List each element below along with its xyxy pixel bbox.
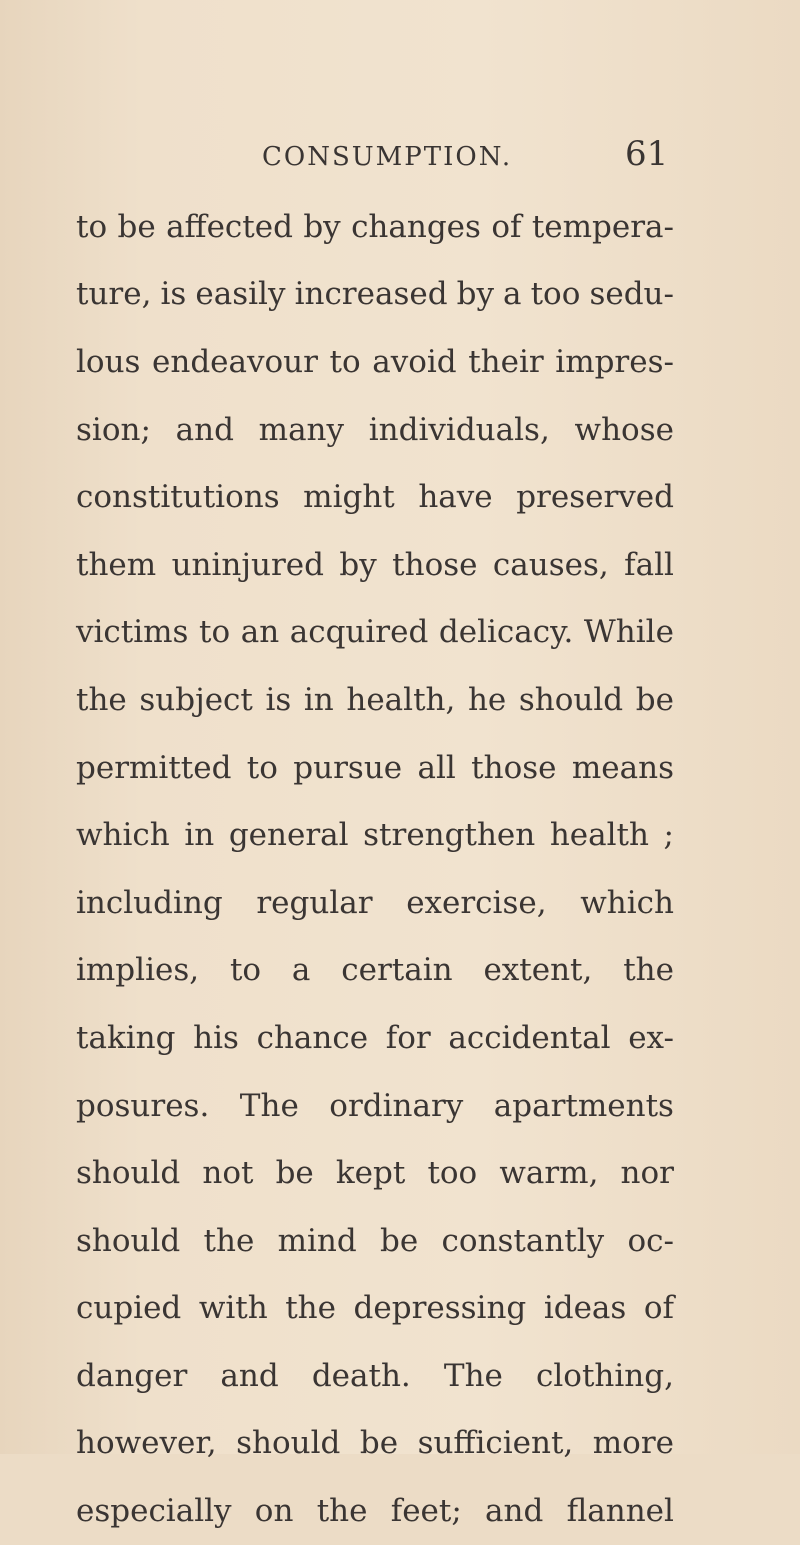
text-line: the subject is in health, he should be: [76, 681, 674, 718]
text-line: which in general strengthen health ;: [76, 817, 674, 854]
running-head: [0, 136, 800, 180]
text-line: posures. The ordinary apartments: [76, 1087, 674, 1124]
text-line: cupied with the depressing ideas of: [76, 1290, 674, 1327]
text-line: taking his chance for accidental ex-: [76, 1019, 674, 1056]
text-line: including regular exercise, which: [76, 884, 674, 921]
body-text: [76, 193, 674, 1545]
text-line: however, should be sufficient, more: [76, 1425, 674, 1462]
text-line: implies, to a certain extent, the: [76, 952, 674, 989]
page-number: 61: [625, 134, 669, 174]
text-line: victims to an acquired delicacy. While: [76, 614, 674, 651]
text-line: constitutions might have preserved: [76, 479, 674, 516]
text-line: danger and death. The clothing,: [76, 1357, 674, 1394]
running-title: CONSUMPTION.: [262, 142, 513, 172]
text-line: especially on the feet; and flannel: [76, 1493, 674, 1530]
text-line: them uninjured by those causes, fall: [76, 546, 674, 583]
text-line: should not be kept too warm, nor: [76, 1155, 674, 1192]
text-line: permitted to pursue all those means: [76, 749, 674, 786]
text-line: lous endeavour to avoid their impres-: [76, 343, 674, 380]
text-line: ture, is easily increased by a too sedu-: [76, 276, 674, 313]
text-line: sion; and many individuals, whose: [76, 411, 674, 448]
text-line: to be affected by changes of tempera-: [76, 208, 674, 245]
text-line: should the mind be constantly oc-: [76, 1222, 674, 1259]
